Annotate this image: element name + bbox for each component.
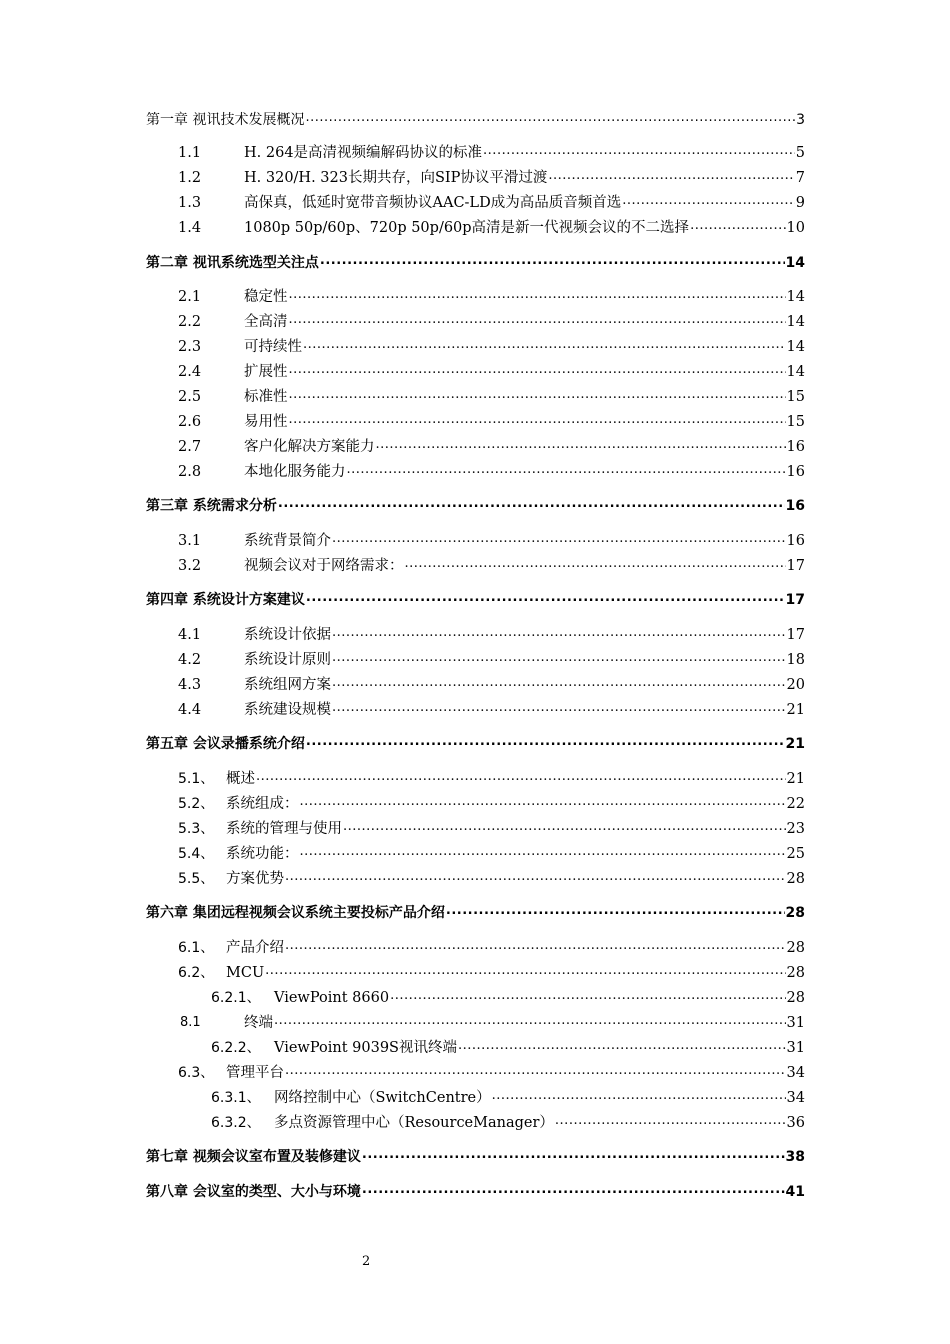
toc-entry-title: 网络控制中心（SwitchCentre） <box>274 1090 491 1106</box>
toc-entry[interactable] <box>146 165 805 187</box>
toc-entry-number: 6.1、 <box>178 940 215 956</box>
toc-entry[interactable] <box>146 1179 805 1201</box>
toc-entry[interactable] <box>146 1110 805 1132</box>
toc-entry-page: 41 <box>785 1184 805 1200</box>
toc-entry-title: 系统建设规模 <box>244 702 331 718</box>
toc-entry-number: 3.2 <box>178 558 202 574</box>
toc-entry-title: 第五章 会议录播系统介绍 <box>146 736 305 752</box>
toc-entry[interactable] <box>146 1060 805 1082</box>
toc-entry-number: 2.2 <box>178 314 202 330</box>
toc-entry-title: 易用性 <box>244 414 288 430</box>
toc-entry-title: H. 320/H. 323长期共存，向SIP协议平滑过渡 <box>244 170 548 186</box>
toc-entry[interactable] <box>146 960 805 982</box>
dot-leader <box>458 1039 786 1057</box>
toc-entry-page: 10 <box>786 220 805 236</box>
toc-entry[interactable] <box>146 791 805 813</box>
dot-leader <box>622 194 795 212</box>
dot-leader <box>492 1089 786 1107</box>
toc-entry-page: 3 <box>796 112 805 128</box>
toc-entry[interactable] <box>146 250 805 272</box>
toc-entry-page: 7 <box>795 170 805 186</box>
dot-leader <box>300 795 786 813</box>
toc-entry-page: 18 <box>786 652 805 668</box>
toc-entry-number: 8.1 <box>180 1015 201 1030</box>
toc-entry-page: 14 <box>786 339 805 355</box>
toc-entry-page: 14 <box>786 314 805 330</box>
toc-entry-title: 第四章 系统设计方案建议 <box>146 592 305 608</box>
toc-entry[interactable] <box>146 528 805 550</box>
toc-entry[interactable] <box>146 587 805 609</box>
dot-leader <box>332 651 786 669</box>
dot-leader <box>390 989 785 1007</box>
toc-entry-title: 1080p 50p/60p、720p 50p/60p高清是新一代视频会议的不二选择 <box>244 220 690 236</box>
toc-entry-page: 28 <box>786 965 805 981</box>
toc-entry-title: 客户化解决方案能力 <box>244 439 375 455</box>
toc-entry[interactable] <box>146 140 805 162</box>
toc-entry-page: 34 <box>786 1090 805 1106</box>
toc-entry-title: 第七章 视频会议室布置及装修建议 <box>146 1149 361 1165</box>
dot-leader <box>274 1014 786 1032</box>
toc-entry-number: 6.2.1、 <box>211 990 261 1006</box>
toc-entry[interactable] <box>146 731 805 753</box>
toc-entry-page: 15 <box>786 389 805 405</box>
toc-entry-title: 系统功能： <box>226 846 299 862</box>
toc-entry-title: 第一章 视讯技术发展概况 <box>146 112 305 128</box>
dot-leader <box>555 1114 786 1132</box>
toc-entry-title: 标准性 <box>244 389 288 405</box>
toc-entry-title: 本地化服务能力 <box>244 464 346 480</box>
toc-entry[interactable] <box>146 309 805 331</box>
toc-entry-title: 产品介绍 <box>226 940 284 956</box>
toc-entry-number: 1.4 <box>178 220 202 236</box>
toc-entry-title: 可持续性 <box>244 339 302 355</box>
dot-leader <box>362 1148 785 1166</box>
dot-leader <box>256 770 786 788</box>
toc-entry-number: 6.2.2、 <box>211 1040 261 1056</box>
toc-entry-title: 稳定性 <box>244 289 288 305</box>
toc-entry-page: 15 <box>786 414 805 430</box>
toc-entry[interactable] <box>146 493 805 515</box>
toc-entry[interactable] <box>146 841 805 863</box>
dot-leader <box>289 413 786 431</box>
toc-entry-title: 概述 <box>226 771 255 787</box>
dot-leader <box>289 313 786 331</box>
toc-entry-page: 28 <box>785 905 805 921</box>
toc-entry[interactable] <box>146 1035 805 1057</box>
dot-leader <box>320 254 785 272</box>
toc-entry-number: 5.3、 <box>178 821 215 837</box>
toc-entry[interactable] <box>146 359 805 381</box>
toc-entry-number: 6.3、 <box>178 1065 215 1081</box>
toc-entry[interactable] <box>146 1085 805 1107</box>
toc-entry[interactable] <box>146 866 805 888</box>
dot-leader <box>285 1064 786 1082</box>
toc-entry-number: 5.1、 <box>178 771 215 787</box>
toc-entry-page: 16 <box>786 439 805 455</box>
toc-entry-title: 方案优势 <box>226 871 284 887</box>
dot-leader <box>265 964 785 982</box>
toc-entry-number: 6.3.1、 <box>211 1090 261 1106</box>
dot-leader <box>347 463 786 481</box>
toc-entry[interactable] <box>146 409 805 431</box>
toc-entry-page: 34 <box>786 1065 805 1081</box>
toc-entry-page: 5 <box>795 145 805 161</box>
toc-entry-page: 23 <box>786 821 805 837</box>
toc-entry[interactable] <box>146 647 805 669</box>
toc-entry[interactable] <box>146 384 805 406</box>
toc-entry[interactable] <box>146 672 805 694</box>
toc-entry-title: 第二章 视讯系统选型关注点 <box>146 255 319 271</box>
toc-entry[interactable] <box>146 553 805 575</box>
toc-entry[interactable] <box>146 697 805 719</box>
dot-leader <box>548 169 794 187</box>
toc-entry-number: 5.5、 <box>178 871 215 887</box>
dot-leader <box>690 219 785 237</box>
dot-leader <box>446 904 785 922</box>
toc-entry-title: ViewPoint 9039S视讯终端 <box>274 1040 457 1056</box>
dot-leader <box>332 626 786 644</box>
toc-entry-page: 36 <box>786 1115 805 1131</box>
toc-entry[interactable] <box>146 816 805 838</box>
toc-entry-number: 1.3 <box>178 195 202 211</box>
toc-entry-page: 14 <box>785 255 805 271</box>
dot-leader <box>362 1183 785 1201</box>
toc-entry-title: 系统设计依据 <box>244 627 331 643</box>
toc-entry[interactable] <box>146 215 805 237</box>
toc-entry-number: 5.4、 <box>178 846 215 862</box>
toc-entry-title: 全高清 <box>244 314 288 330</box>
toc-entry-page: 28 <box>786 871 805 887</box>
toc-entry-page: 9 <box>795 195 805 211</box>
toc-entry[interactable] <box>146 284 805 306</box>
toc-entry-page: 21 <box>786 702 805 718</box>
toc-entry-number: 2.8 <box>178 464 202 480</box>
toc-entry-page: 21 <box>785 736 805 752</box>
toc-entry-number: 2.5 <box>178 389 202 405</box>
toc-entry-page: 17 <box>785 592 805 608</box>
toc-entry-page: 28 <box>786 940 805 956</box>
toc-entry-number: 2.7 <box>178 439 202 455</box>
dot-leader <box>289 388 786 406</box>
toc-entry[interactable] <box>146 622 805 644</box>
toc-entry-title: 第三章 系统需求分析 <box>146 498 277 514</box>
toc-entry[interactable] <box>146 107 805 129</box>
toc-entry-number: 4.1 <box>178 627 202 643</box>
toc-entry-title: ViewPoint 8660 <box>274 990 390 1006</box>
toc-entry-page: 16 <box>785 498 805 514</box>
toc-entry-title: 系统组网方案 <box>244 677 331 693</box>
toc-entry-title: 多点资源管理中心（ResourceManager） <box>274 1115 554 1131</box>
dot-leader <box>376 438 786 456</box>
toc-entry-page: 28 <box>786 990 805 1006</box>
toc-entry-page: 16 <box>786 533 805 549</box>
dot-leader <box>306 591 785 609</box>
toc-entry-number: 2.4 <box>178 364 202 380</box>
toc-entry-title: 高保真，低延时宽带音频协议AAC-LD成为高品质音频首选 <box>244 195 622 211</box>
dot-leader <box>332 532 786 550</box>
toc-entry-page: 22 <box>786 796 805 812</box>
toc-entry[interactable] <box>146 190 805 212</box>
toc-entry-number: 6.3.2、 <box>211 1115 261 1131</box>
dot-leader <box>306 735 785 753</box>
toc-entry-page: 16 <box>786 464 805 480</box>
dot-leader <box>305 111 795 129</box>
dot-leader <box>405 557 786 575</box>
toc-entry-title: 系统背景简介 <box>244 533 331 549</box>
dot-leader <box>483 144 795 162</box>
toc-entry-title: 视频会议对于网络需求： <box>244 558 404 574</box>
toc-entry-number: 2.6 <box>178 414 202 430</box>
dot-leader <box>289 363 786 381</box>
toc-entry-page: 31 <box>786 1015 805 1031</box>
toc-entry-number: 5.2、 <box>178 796 215 812</box>
toc-entry-page: 17 <box>786 627 805 643</box>
toc-entry-page: 25 <box>786 846 805 862</box>
dot-leader <box>285 870 786 888</box>
toc-entry[interactable] <box>146 1144 805 1166</box>
toc-entry-number: 1.2 <box>178 170 202 186</box>
dot-leader <box>278 497 785 515</box>
toc-entry-title: 终端 <box>244 1015 273 1031</box>
toc-entry[interactable] <box>146 900 805 922</box>
dot-leader <box>343 820 786 838</box>
page-number: 2 <box>362 1254 371 1269</box>
toc-entry-page: 17 <box>786 558 805 574</box>
toc-entry-number: 4.3 <box>178 677 202 693</box>
toc-entry[interactable] <box>146 459 805 481</box>
toc-entry-title: 管理平台 <box>226 1065 284 1081</box>
toc-entry-title: H. 264是高清视频编解码协议的标准 <box>244 145 483 161</box>
toc-entry-page: 31 <box>786 1040 805 1056</box>
toc-entry-title: 系统组成： <box>226 796 299 812</box>
toc-entry-number: 2.1 <box>178 289 202 305</box>
dot-leader <box>303 338 786 356</box>
toc-entry-title: 第八章 会议室的类型、大小与环境 <box>146 1184 361 1200</box>
toc-entry-page: 38 <box>785 1149 805 1165</box>
toc-entry-page: 14 <box>786 364 805 380</box>
toc-entry-title: 系统设计原则 <box>244 652 331 668</box>
toc-entry[interactable] <box>146 985 805 1007</box>
dot-leader <box>300 845 786 863</box>
toc-entry[interactable] <box>146 935 805 957</box>
dot-leader <box>289 288 786 306</box>
dot-leader <box>332 676 786 694</box>
dot-leader <box>332 701 786 719</box>
toc-entry[interactable] <box>146 1010 805 1032</box>
toc-entry-number: 3.1 <box>178 533 202 549</box>
toc-entry-number: 4.2 <box>178 652 202 668</box>
toc-entry-page: 14 <box>786 289 805 305</box>
toc-entry-title: MCU <box>226 965 265 981</box>
toc-entry[interactable] <box>146 434 805 456</box>
toc-entry-title: 第六章 集团远程视频会议系统主要投标产品介绍 <box>146 905 445 921</box>
toc-entry-number: 2.3 <box>178 339 202 355</box>
toc-entry[interactable] <box>146 334 805 356</box>
toc-entry[interactable] <box>146 766 805 788</box>
toc-entry-page: 21 <box>786 771 805 787</box>
toc-entry-number: 1.1 <box>178 145 202 161</box>
toc-entry-title: 扩展性 <box>244 364 288 380</box>
dot-leader <box>285 939 786 957</box>
toc-entry-number: 6.2、 <box>178 965 215 981</box>
toc-entry-number: 4.4 <box>178 702 202 718</box>
toc-entry-title: 系统的管理与使用 <box>226 821 342 837</box>
toc-entry-page: 20 <box>786 677 805 693</box>
